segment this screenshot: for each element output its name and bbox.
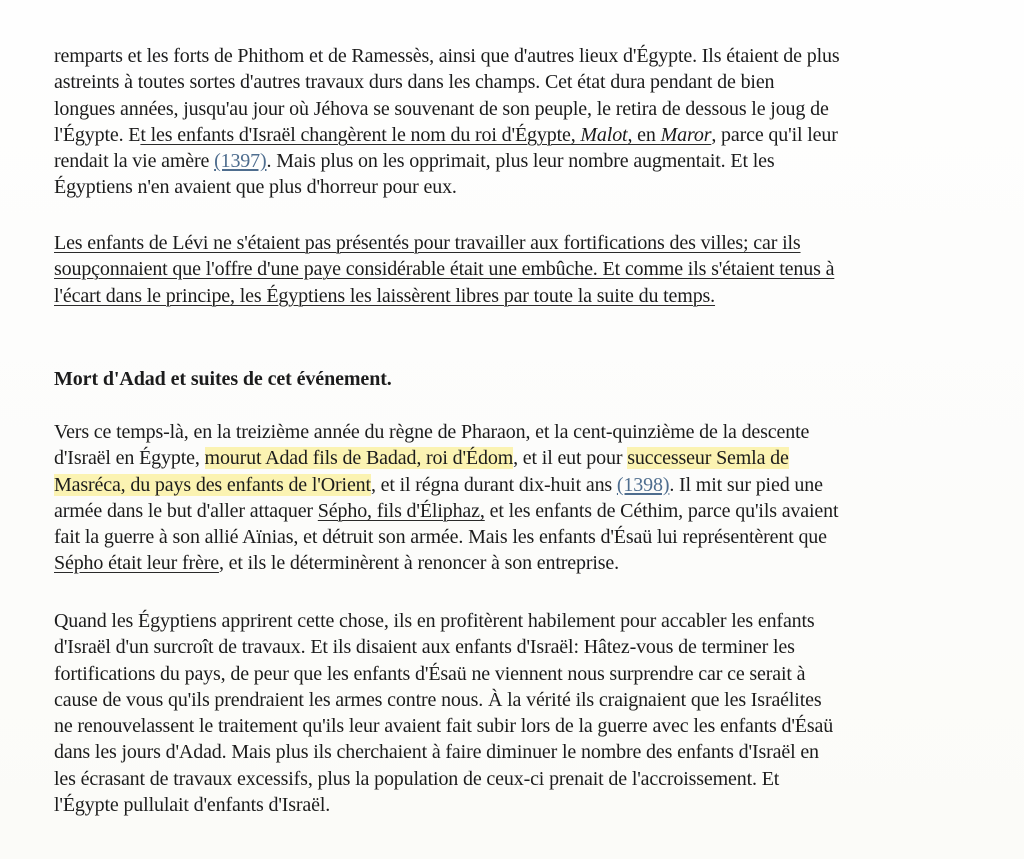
- text-line: [54, 550, 838, 576]
- text-line: les écrasant de travaux excessifs, plus la population de ceux-ci prenait de l'accroissement. Et: [54, 767, 780, 790]
- highlighted-text: mourut Adad fils de Badad, roi d'Édom: [204, 447, 514, 470]
- text-run: . Mais plus on les opprimait, plus leur nombre augmentait. Et les: [266, 150, 775, 173]
- underlined-text: t les enfants d'Israël changèrent le nom du roi d'Égypte,: [140, 123, 581, 146]
- underlined-italic-maror: Maror: [660, 123, 712, 146]
- text-line: longues années, jusqu'au jour où Jéhova se souvenant de son peuple, le retira de dessous le joug de: [54, 97, 829, 120]
- paragraph-2: [54, 230, 834, 309]
- text-line: fait la guerre à son allié Aïnias, et détruit son armée. Mais les enfants d'Ésaü lui représentèrent que: [54, 526, 827, 549]
- text-run: , et ils le déterminèrent à renoncer à son entreprise.: [218, 552, 620, 575]
- text-line: remparts et les forts de Phithom et de Ramessès, ainsi que d'autres lieux d'Égypte. Ils étaient de plus: [54, 45, 840, 67]
- footnote-link-1398[interactable]: (1398): [616, 473, 670, 496]
- underlined-italic-malot: Malot: [580, 123, 628, 146]
- text-line: astreints à toutes sortes d'autres travaux durs dans les champs. Cet état dura pendant de bien: [54, 71, 775, 94]
- underlined-text: , en: [627, 123, 661, 146]
- text-line: [54, 445, 838, 471]
- text-run: d'Israël en Égypte,: [54, 447, 205, 470]
- text-line: Quand les Égyptiens apprirent cette chose, ils en profitèrent habilement pour accabler les enfants: [54, 610, 815, 632]
- text-run: et les enfants de Céthim, parce qu'ils avaient: [484, 499, 839, 522]
- text-line: [54, 472, 838, 498]
- text-run: l'Égypte. E: [54, 123, 141, 146]
- text-line: [54, 122, 839, 148]
- text-line: dans les jours d'Adad. Mais plus ils cherchaient à faire diminuer le nombre des enfants d'Israël en: [54, 741, 819, 764]
- text-line: Égyptiens n'en avaient que plus d'horreur pour eux.: [54, 176, 457, 199]
- text-run: rendait la vie amère: [54, 150, 215, 173]
- footnote-link-1397[interactable]: (1397): [214, 150, 267, 173]
- paragraph-4: [54, 608, 833, 818]
- underlined-line: l'écart dans le principe, les Égyptiens les laissèrent libres par toute la suite du temps.: [54, 284, 716, 307]
- text-run: . Il mit sur pied une: [669, 473, 823, 496]
- highlighted-text: successeur Semla de: [627, 447, 789, 470]
- text-line: cause de vous qu'ils prendraient les armes contre nous. À la vérité ils craignaient que les Israélites: [54, 688, 822, 711]
- paragraph-1: [54, 43, 839, 201]
- text-run: , parce qu'il leur: [711, 123, 838, 146]
- underlined-line: Les enfants de Lévi ne s'étaient pas présentés pour travailler aux fortifications des villes; car ils: [54, 232, 801, 254]
- text-line: ne renouvelassent le traitement qu'ils leur avaient fait subir lors de la guerre avec les enfants d'Ésaü: [54, 715, 834, 738]
- underlined-text: Sépho était leur frère: [54, 552, 219, 575]
- text-run: , et il régna durant dix-huit ans: [370, 473, 617, 496]
- text-line: [54, 498, 838, 524]
- text-run: , et il eut pour: [513, 447, 628, 470]
- text-run: armée dans le but d'aller attaquer: [54, 499, 318, 522]
- text-line: [54, 148, 839, 174]
- text-line: d'Israël d'un surcroît de travaux. Et ils disaient aux enfants d'Israël: Hâtez-vous de terminer les: [54, 636, 795, 659]
- text-line: fortifications du pays, de peur que les enfants d'Ésaü ne viennent nous surprendre car ce serait à: [54, 662, 806, 685]
- section-heading: Mort d'Adad et suites de cet événement.: [54, 368, 392, 390]
- underlined-line: soupçonnaient que l'offre d'une paye considérable était une embûche. Et comme ils s'étaient tenus à: [54, 258, 835, 281]
- highlighted-text: Masréca, du pays des enfants de l'Orient: [54, 473, 371, 496]
- paragraph-3: [54, 419, 838, 577]
- text-line: Vers ce temps-là, en la treizième année du règne de Pharaon, et la cent-quinzième de la descente: [54, 421, 810, 443]
- text-line: l'Égypte pullulait d'enfants d'Israël.: [54, 794, 331, 817]
- underlined-text: Sépho, fils d'Éliphaz,: [317, 499, 485, 522]
